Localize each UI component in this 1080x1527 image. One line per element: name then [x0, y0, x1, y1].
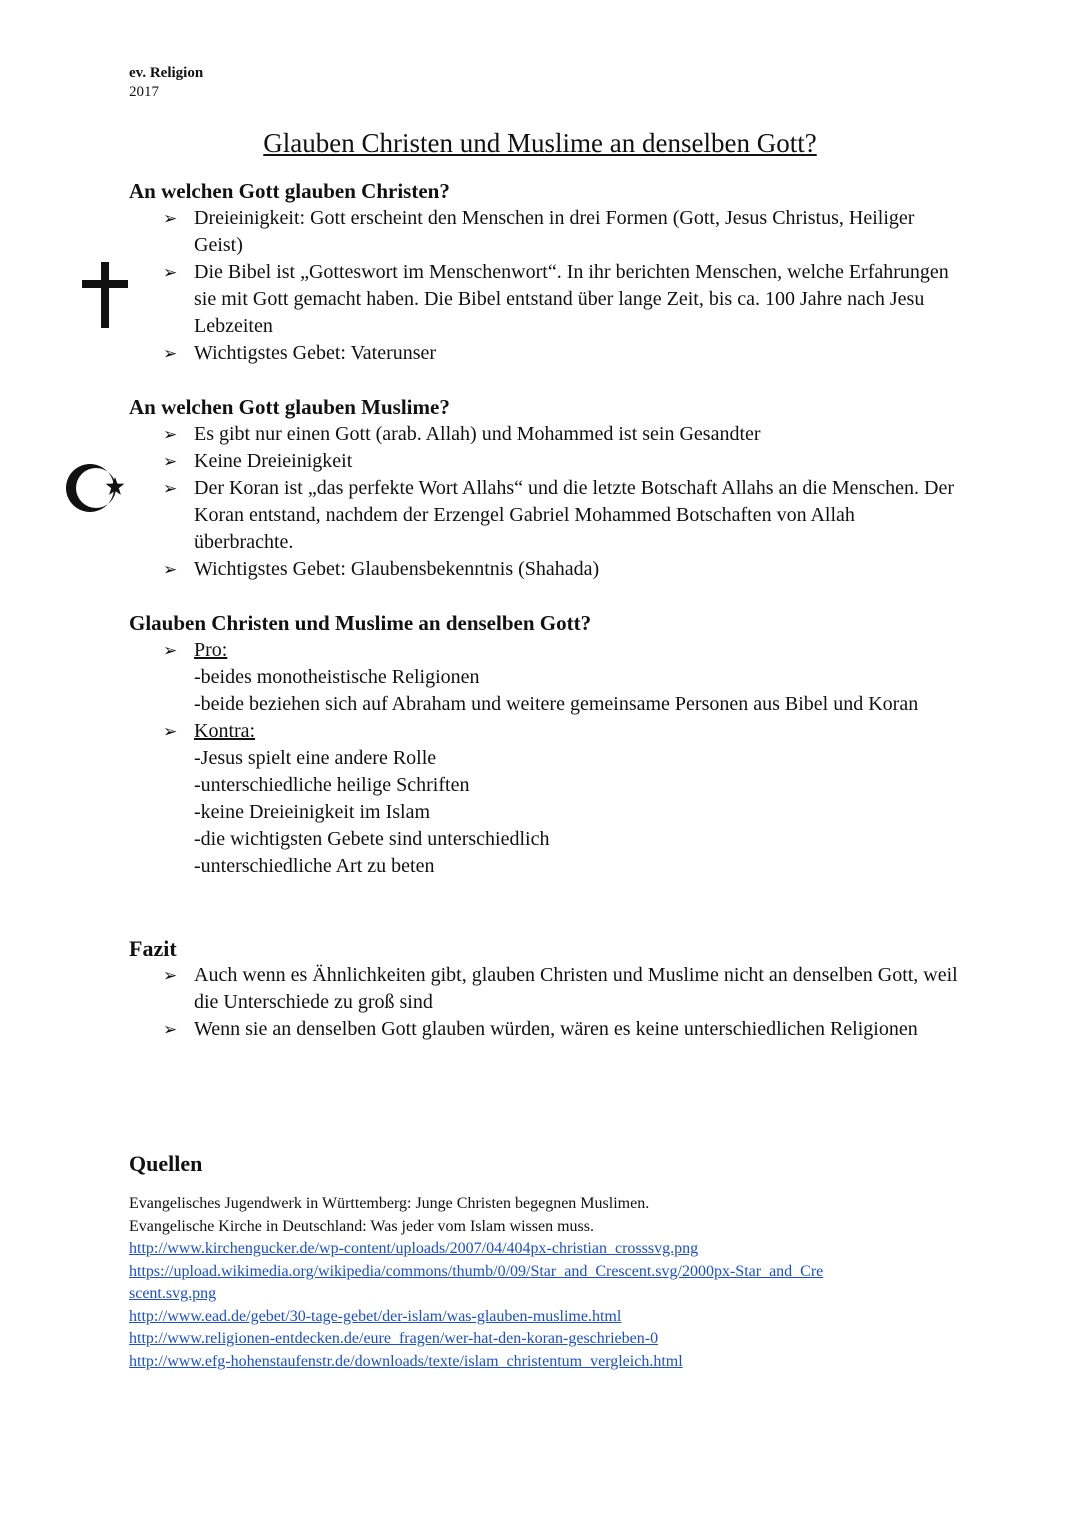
section-vergleich — [129, 610, 959, 880]
list-item: ➢ Wenn sie an denselben Gott glauben würden, wären es keine unterschiedlichen Religionen — [129, 1016, 959, 1043]
arrow-bullet-icon: ➢ — [163, 479, 178, 498]
kontra-point: -unterschiedliche Art zu beten — [194, 855, 435, 877]
arrow-bullet-icon: ➢ — [163, 344, 178, 363]
section-christen — [129, 178, 959, 367]
section-fazit — [129, 935, 959, 1043]
source-link-row — [129, 1261, 829, 1306]
list-item: ➢ Der Koran ist „das perfekte Wort Allahs“ und die letzte Botschaft Allahs an die Menschen. Der Koran entstand, nachdem der Erzengel Gabriel Mohammed Botschaften von Allah überbrachte. — [163, 477, 955, 553]
arrow-bullet-icon: ➢ — [163, 1020, 178, 1039]
source-link[interactable]: http://www.efg-hohenstaufenstr.de/downloads/texte/islam_christentum_vergleich.html — [129, 1352, 683, 1370]
arrow-bullet-icon: ➢ — [163, 263, 178, 282]
pro-point: -beides monotheistische Religionen — [194, 666, 480, 688]
section-heading-fazit: Fazit — [129, 936, 177, 961]
source-link-row — [129, 1238, 989, 1261]
arrow-bullet-icon: ➢ — [163, 452, 178, 471]
source-text: Evangelische Kirche in Deutschland: Was jeder vom Islam wissen muss. — [129, 1217, 594, 1235]
list-item: ➢ Es gibt nur einen Gott (arab. Allah) und Mohammed ist sein Gesandter — [129, 421, 959, 448]
list-vergleich — [129, 637, 959, 880]
source-link[interactable]: https://upload.wikimedia.org/wikipedia/commons/thumb/0/09/Star_and_Crescent.svg/2000px-Star_and_Crescent.svg.png — [129, 1262, 824, 1302]
section-heading-muslime: An welchen Gott glauben Muslime? — [129, 395, 450, 419]
list-item: ➢ Die Bibel ist „Gotteswort im Menschenwort“. In ihr berichten Menschen, welche Erfahrungen sie mit Gott gemacht haben. Die Bibel entstand über lange Zeit, bis ca. 100 Jahre nach Jesu Lebzeiten — [163, 261, 949, 337]
list-item: ➢ Keine Dreieinigkeit — [129, 448, 959, 475]
list-item: ➢ Wichtigstes Gebet: Vaterunser — [129, 340, 959, 367]
kontra-point: -keine Dreieinigkeit im Islam — [194, 801, 431, 823]
star-crescent-icon — [66, 460, 130, 516]
page-title: Glauben Christen und Muslime an denselben Gott? — [263, 128, 817, 158]
list-item: ➢ Dreieinigkeit: Gott erscheint den Menschen in drei Formen (Gott, Jesus Christus, Heiliger Geist) — [163, 207, 915, 256]
year-label: 2017 — [129, 84, 159, 100]
kontra-point: -Jesus spielt eine andere Rolle — [194, 747, 437, 769]
arrow-bullet-icon: ➢ — [163, 641, 178, 660]
list-item: ➢ Auch wenn es Ähnlichkeiten gibt, glauben Christen und Muslime nicht an denselben Gott, weil die Unterschiede zu groß sind — [163, 964, 958, 1013]
section-heading-vergleich: Glauben Christen und Muslime an denselben Gott? — [129, 611, 592, 635]
arrow-bullet-icon: ➢ — [163, 722, 178, 741]
document-header — [129, 64, 203, 102]
source-link-row — [129, 1306, 989, 1329]
source-link-row — [129, 1351, 989, 1374]
source-text: Evangelisches Jugendwerk in Württemberg: Junge Christen begegnen Muslimen. — [129, 1195, 650, 1212]
list-fazit — [129, 962, 959, 1043]
list-item-kontra — [129, 718, 959, 880]
source-link-row — [129, 1328, 989, 1351]
list-muslime — [129, 421, 959, 583]
list-christen — [129, 205, 959, 367]
kontra-point: -unterschiedliche heilige Schriften — [194, 774, 470, 796]
arrow-bullet-icon: ➢ — [163, 560, 178, 579]
source-link[interactable]: http://www.kirchengucker.de/wp-content/uploads/2007/04/404px-christian_crosssvg.png — [129, 1240, 699, 1257]
section-muslime — [129, 394, 959, 583]
section-heading-quellen: Quellen — [129, 1151, 203, 1176]
subject-label: ev. Religion — [129, 65, 204, 81]
section-heading-christen: An welchen Gott glauben Christen? — [129, 179, 450, 203]
list-item-pro — [129, 637, 959, 718]
pro-point: -beide beziehen sich auf Abraham und weitere gemeinsame Personen aus Bibel und Koran — [194, 693, 919, 715]
source-link[interactable]: http://www.ead.de/gebet/30-tage-gebet/der-islam/was-glauben-muslime.html — [129, 1307, 622, 1325]
kontra-label: Kontra: — [194, 720, 256, 742]
source-link[interactable]: http://www.religionen-entdecken.de/eure_fragen/wer-hat-den-koran-geschrieben-0 — [129, 1330, 659, 1347]
list-item: ➢ Wichtigstes Gebet: Glaubensbekenntnis (Shahada) — [129, 556, 959, 583]
arrow-bullet-icon: ➢ — [163, 209, 178, 228]
cross-icon — [80, 262, 130, 328]
kontra-point: -die wichtigsten Gebete sind unterschiedlich — [194, 828, 550, 850]
pro-label: Pro: — [194, 639, 228, 661]
arrow-bullet-icon: ➢ — [163, 425, 178, 444]
section-quellen — [129, 1150, 989, 1373]
arrow-bullet-icon: ➢ — [163, 966, 178, 985]
